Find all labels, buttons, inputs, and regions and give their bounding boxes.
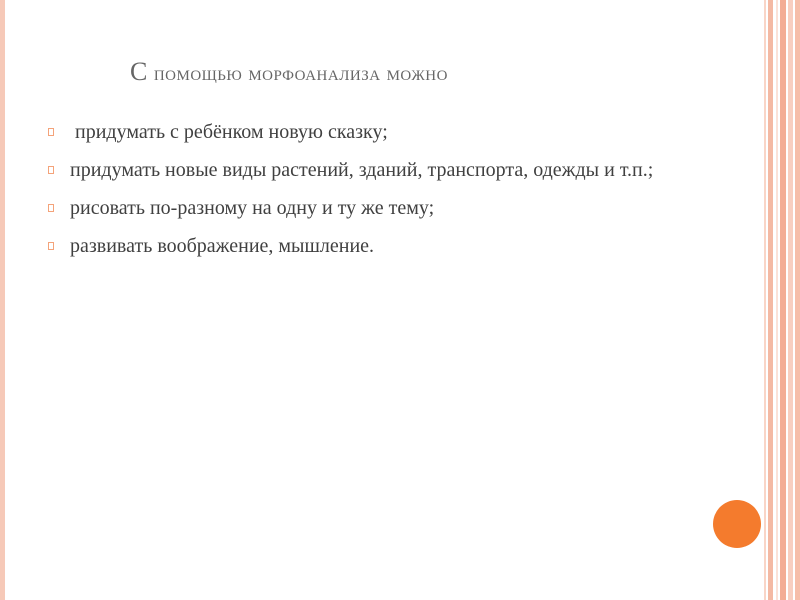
bullet-text: придумать новые виды растений, зданий, транспорта, одежды и т.п.; (70, 159, 654, 181)
square-bullet-icon (48, 204, 54, 212)
stripe (780, 0, 786, 600)
stripe (764, 0, 766, 600)
bullet-item (48, 232, 738, 260)
stripe (776, 0, 778, 600)
stripe (768, 0, 773, 600)
stripe (795, 0, 800, 600)
title-text: помощью морфоанализа можно (153, 60, 448, 85)
left-border-decoration (0, 0, 5, 600)
stripe (788, 0, 793, 600)
right-stripes-decoration (762, 0, 800, 600)
square-bullet-icon (48, 166, 54, 174)
bullet-text: рисовать по-разному на одну и ту же тему; (70, 197, 435, 219)
bullet-list (48, 118, 738, 270)
bullet-text: придумать с ребёнком новую сказку; (70, 121, 388, 143)
bullet-text: развивать воображение, мышление. (70, 235, 375, 257)
bullet-item (48, 194, 738, 222)
square-bullet-icon (48, 128, 54, 136)
orange-circle-decoration (713, 500, 761, 548)
title-initial: С (130, 57, 148, 86)
bullet-item (48, 156, 738, 184)
slide-title (130, 57, 448, 87)
bullet-item (48, 118, 738, 146)
square-bullet-icon (48, 242, 54, 250)
